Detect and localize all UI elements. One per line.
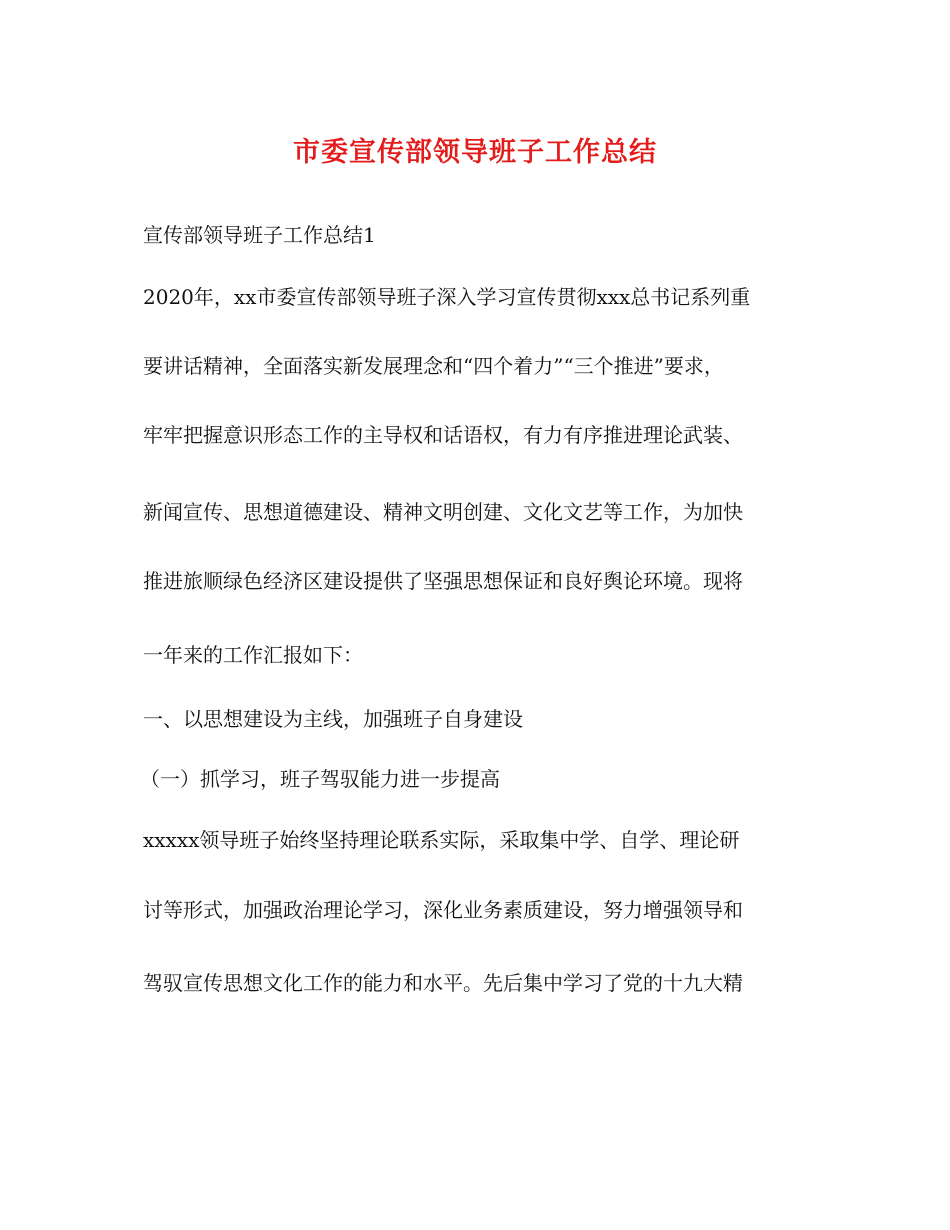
body-line: xxxxx领导班子始终坚持理论联系实际，采取集中学、自学、理论研 (143, 828, 740, 852)
body-line: 2020年，xx市委宣传部领导班子深入学习宣传贯彻xxx总书记系列重 (143, 285, 751, 309)
body-line: 牢牢把握意识形态工作的主导权和话语权，有力有序推进理论武装、 (143, 423, 743, 447)
section-heading: 一、以思想建设为主线，加强班子自身建设 (143, 707, 523, 731)
subsection-heading: （一）抓学习，班子驾驭能力进一步提高 (140, 767, 500, 791)
body-line: 驾驭宣传思想文化工作的能力和水平。先后集中学习了党的十九大精 (143, 971, 743, 995)
section-heading: 宣传部领导班子工作总结1 (143, 223, 376, 247)
document-title: 市委宣传部领导班子工作总结 (293, 137, 657, 168)
body-line: 讨等形式，加强政治理论学习，深化业务素质建设，努力增强领导和 (143, 898, 743, 922)
body-line: 新闻宣传、思想道德建设、精神文明创建、文化文艺等工作，为加快 (143, 500, 743, 524)
body-line: 推进旅顺绿色经济区建设提供了坚强思想保证和良好舆论环境。现将 (143, 569, 743, 593)
body-line: 要讲话精神，全面落实新发展理念和“四个着力”“三个推进”要求， (143, 354, 724, 378)
body-line: 一年来的工作汇报如下： (143, 643, 363, 667)
